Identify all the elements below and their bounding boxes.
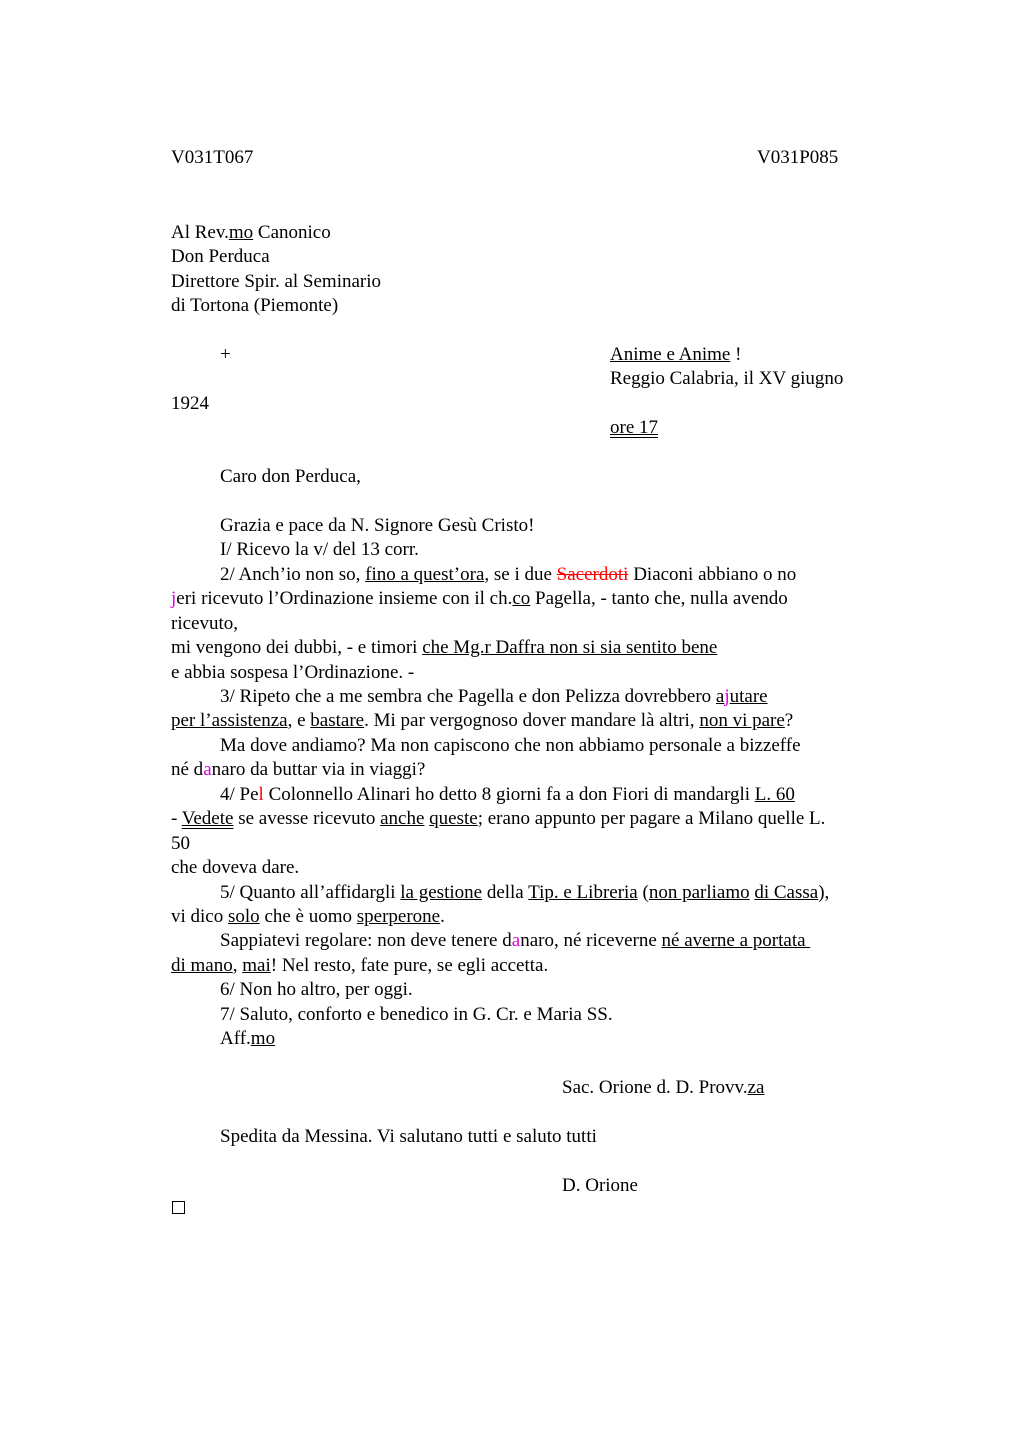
postscript-signature: D. Orione: [562, 1175, 638, 1196]
correction-letter: l: [258, 784, 264, 805]
address-line-4: di Tortona (Piemonte): [171, 295, 339, 316]
paragraph-5-line-4: di mano, mai! Nel resto, fate pure, se egli accetta.: [171, 955, 549, 976]
place-date: Reggio Calabria, il XV giugno: [610, 368, 844, 389]
correction-letter: j: [724, 686, 730, 707]
motto: Anime e Anime !: [610, 344, 742, 365]
paragraph-3-line-4: né danaro da buttar via in viaggi?: [171, 759, 426, 780]
paragraph-4-line-4: che doveva dare.: [171, 857, 300, 878]
document-code-left: V031T067: [171, 147, 254, 168]
document-code-right: V031P085: [757, 147, 839, 168]
address-line-1: Al Rev.mo Canonico: [171, 222, 331, 243]
paragraph-1: I/ Ricevo la v/ del 13 corr.: [220, 539, 419, 560]
paragraph-2-line-2: jeri ricevuto l’Ordinazione insieme con il ch.co Pagella, - tanto che, nulla avendo: [171, 588, 788, 609]
paragraph-6: 6/ Non ho altro, per oggi.: [220, 979, 413, 1000]
correction-letter: a: [203, 759, 212, 780]
paragraph-7: 7/ Saluto, conforto e benedico in G. Cr. e Maria SS.: [220, 1004, 613, 1025]
paragraph-5-line-1: 5/ Quanto all’affidargli la gestione della Tip. e Libreria (non parliamo di Cassa),: [220, 882, 830, 903]
paragraph-2-line-3: ricevuto,: [171, 613, 239, 634]
cross-mark: +: [220, 344, 231, 365]
signature: Sac. Orione d. D. Provv.za: [562, 1077, 765, 1098]
paragraph-3-line-1: 3/ Ripeto che a me sembra che Pagella e don Pelizza dovrebbero ajutare: [220, 686, 768, 707]
paragraph-5-line-2: vi dico solo che è uomo sperperone.: [171, 906, 445, 927]
checkbox-square-icon: [172, 1201, 185, 1214]
paragraph-2-line-4: mi vengono dei dubbi, - e timori che Mg.r Daffra non si sia sentito bene: [171, 637, 718, 658]
postscript: Spedita da Messina. Vi salutano tutti e saluto tutti: [220, 1126, 597, 1147]
greeting: Grazia e pace da N. Signore Gesù Cristo!: [220, 515, 535, 536]
paragraph-4-line-1: 4/ Pel Colonnello Alinari ho detto 8 giorni fa a don Fiori di mandargli L. 60: [220, 784, 795, 805]
paragraph-3-line-2: per l’assistenza, e bastare. Mi par vergognoso dover mandare là altri, non vi pare?: [171, 710, 794, 731]
paragraph-3-line-3: Ma dove andiamo? Ma non capiscono che non abbiamo personale a bizzeffe: [220, 735, 801, 756]
address-line-2: Don Perduca: [171, 246, 270, 267]
paragraph-4-line-3: 50: [171, 833, 190, 854]
paragraph-2-line-1: 2/ Anch’io non so, fino a quest’ora, se i due Sacerdoti Diaconi abbiano o no: [220, 564, 797, 585]
salutation: Caro don Perduca,: [220, 466, 361, 487]
struck-word: Sacerdoti: [556, 564, 629, 585]
date-year: 1924: [171, 393, 209, 414]
paragraph-5-line-3: Sappiatevi regolare: non deve tenere danaro, né riceverne né averne a portata: [220, 930, 811, 951]
correction-letter: a: [511, 930, 521, 951]
correction-letter: j: [171, 588, 177, 609]
paragraph-2-line-5: e abbia sospesa l’Ordinazione. -: [171, 662, 415, 683]
closing: Aff.mo: [220, 1028, 276, 1049]
address-line-3: Direttore Spir. al Seminario: [171, 271, 382, 292]
paragraph-4-line-2: - Vedete se avesse ricevuto anche queste; erano appunto per pagare a Milano quelle L.: [171, 808, 826, 829]
time-note: ore 17: [610, 417, 659, 438]
